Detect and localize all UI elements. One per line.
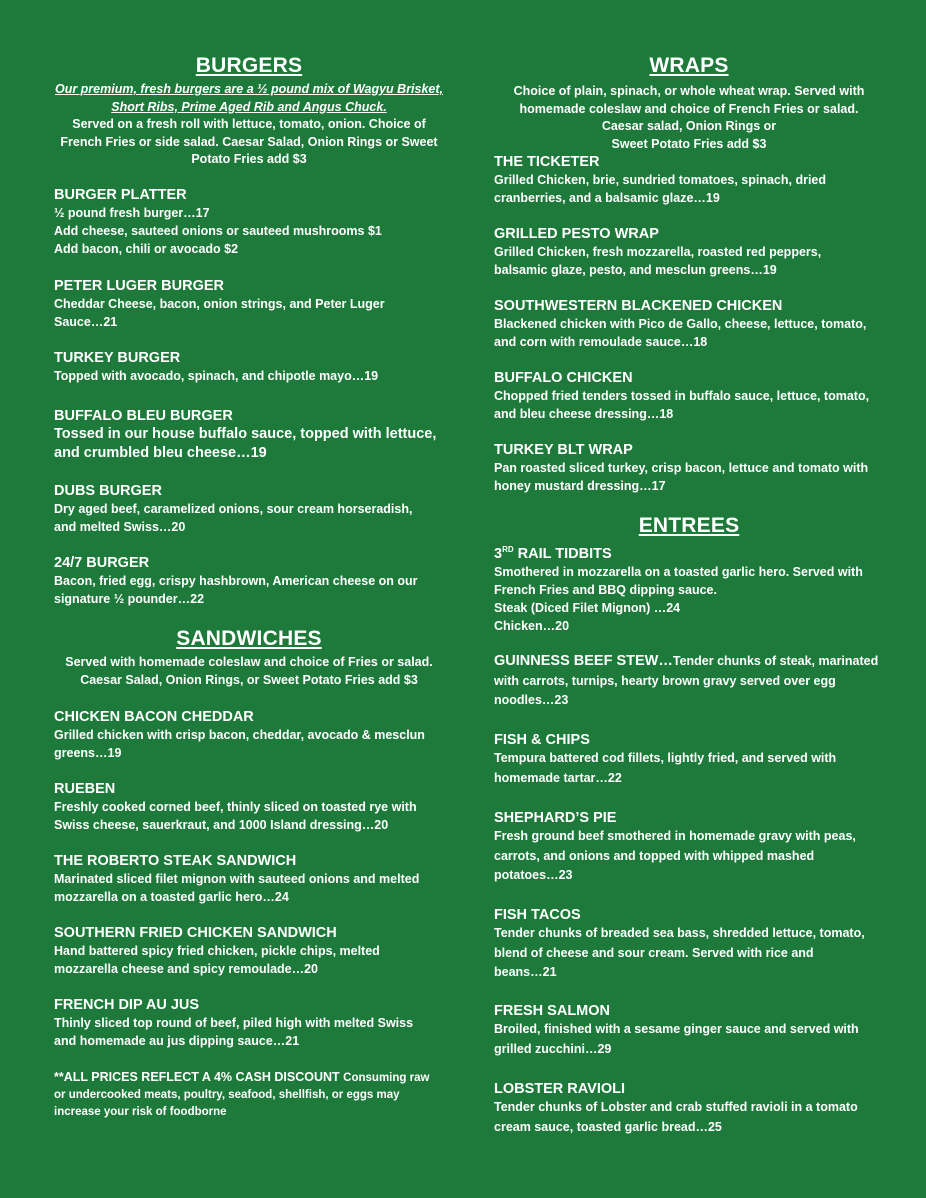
menu-item-buffalo-bleu-burger xyxy=(54,407,444,463)
menu-item-24-7-burger xyxy=(54,554,444,608)
item-desc-line: Grilled Chicken, fresh mozzarella, roasted red peppers, xyxy=(494,245,822,259)
item-desc-line: Pan roasted sliced turkey, crisp bacon, lettuce and tomato with xyxy=(494,461,869,475)
item-name: FISH & CHIPS xyxy=(494,732,590,748)
item-name xyxy=(494,541,884,563)
menu-item-peter-luger-burger xyxy=(54,277,444,331)
item-name-part: 3 xyxy=(494,545,503,562)
item-desc-line: and homemade au jus dipping sauce…21 xyxy=(54,1034,300,1048)
item-name: TURKEY BURGER xyxy=(54,350,181,366)
item-desc-line: Tender chunks of breaded sea bass, shredded lettuce, tomato, xyxy=(494,926,865,940)
item-desc-line: homemade tartar…22 xyxy=(494,770,622,785)
burgers-intro xyxy=(48,81,450,169)
disclaimer-line: increase your risk of foodborne xyxy=(54,1106,227,1118)
item-desc-line: cream sauce, toasted garlic bread…25 xyxy=(494,1119,722,1134)
item-desc-line: grilled zucchini…29 xyxy=(494,1041,612,1056)
menu-item-the-ticketer xyxy=(494,153,884,207)
burgers-heading: BURGERS xyxy=(195,54,303,77)
item-name: THE ROBERTO STEAK SANDWICH xyxy=(54,853,297,869)
item-desc-line: Marinated sliced filet mignon with sauteed onions and melted xyxy=(54,872,420,886)
item-name: FRENCH DIP AU JUS xyxy=(54,997,200,1013)
wraps-intro-line: Sweet Potato Fries add $3 xyxy=(611,136,767,151)
menu-item-fish-and-chips xyxy=(494,731,884,788)
item-desc-line: Grilled Chicken, brie, sundried tomatoes, spinach, dried xyxy=(494,173,827,187)
item-desc-line: Cheddar Cheese, bacon, onion strings, and Peter Luger xyxy=(54,297,385,311)
item-name: GRILLED PESTO WRAP xyxy=(494,226,659,242)
item-desc-line: cranberries, and a balsamic glaze…19 xyxy=(494,191,720,205)
sandwiches-intro xyxy=(48,654,450,689)
item-name: TURKEY BLT WRAP xyxy=(494,442,633,458)
wraps-intro-line: homemade coleslaw and choice of French Fries or salad. xyxy=(519,101,859,116)
item-name-superscript: RD xyxy=(502,545,514,554)
item-name: THE TICKETER xyxy=(494,154,600,170)
item-desc-line: greens…19 xyxy=(54,746,122,760)
item-desc-line: Bacon, fried egg, crispy hashbrown, American cheese on our xyxy=(54,574,418,588)
sandwiches-heading: SANDWICHES xyxy=(176,627,322,650)
item-desc-line: mozzarella cheese and spicy remoulade…20 xyxy=(54,962,319,976)
item-desc-line: blend of cheese and sour cream. Served with rice and xyxy=(494,945,814,960)
item-name: FISH TACOS xyxy=(494,907,581,923)
item-desc-line: Tempura battered cod fillets, lightly fried, and served with xyxy=(494,751,837,765)
item-desc-line: Smothered in mozzarella on a toasted garlic hero. Served with xyxy=(494,564,863,579)
sandwiches-intro-line: Served with homemade coleslaw and choice of Fries or salad. xyxy=(65,655,433,669)
item-desc-line xyxy=(494,652,884,672)
item-desc-line: Fresh ground beef smothered in homemade gravy with peas, xyxy=(494,829,856,843)
item-desc-line: Chopped fried tenders tossed in buffalo sauce, lettuce, tomato, xyxy=(494,389,870,403)
burgers-intro-line: Potato Fries add $3 xyxy=(191,152,307,166)
item-desc-line: Freshly cooked corned beef, thinly sliced on toasted rye with xyxy=(54,800,417,814)
menu-item-chicken-bacon-cheddar xyxy=(54,708,444,762)
burgers-intro-highlight: Our premium, fresh burgers are a ½ pound mix of Wagyu Brisket, Short Ribs, Prime Aged Rib and Angus Chuck. xyxy=(54,82,444,114)
item-desc-line: balsamic glaze, pesto, and mesclun greens…19 xyxy=(494,263,777,277)
item-desc-line: Dry aged beef, caramelized onions, sour cream horseradish, xyxy=(54,502,413,516)
menu-item-southern-fried-chicken-sandwich xyxy=(54,924,444,978)
item-desc-line: Sauce…21 xyxy=(54,315,118,329)
item-desc-line: and crumbled bleu cheese…19 xyxy=(54,445,267,461)
item-desc-line: Steak (Diced Filet Mignon) …24 xyxy=(494,600,681,615)
item-name: LOBSTER RAVIOLI xyxy=(494,1081,626,1097)
item-name: PETER LUGER BURGER xyxy=(54,278,224,294)
wraps-heading: WRAPS xyxy=(649,54,729,77)
menu-item-dubs-burger xyxy=(54,482,444,536)
item-name: BURGER PLATTER xyxy=(54,187,187,203)
item-name: BUFFALO CHICKEN xyxy=(494,370,633,386)
item-desc-inline: Tender chunks of steak, marinated xyxy=(672,654,879,668)
item-desc-line: Tender chunks of Lobster and crab stuffed ravioli in a tomato xyxy=(494,1100,858,1114)
item-desc-line: ½ pound fresh burger…17 xyxy=(54,206,210,220)
item-desc-line: beans…21 xyxy=(494,965,557,979)
item-desc-line: Swiss cheese, sauerkraut, and 1000 Island dressing…20 xyxy=(54,818,389,832)
item-desc-line: honey mustard dressing…17 xyxy=(494,479,666,493)
item-desc-line: and corn with remoulade sauce…18 xyxy=(494,335,708,349)
disclaimer-lead: **ALL PRICES REFLECT A 4% CASH DISCOUNT xyxy=(54,1070,340,1084)
item-desc-line: Add bacon, chili or avocado $2 xyxy=(54,242,239,256)
item-desc-line: Broiled, finished with a sesame ginger sauce and served with xyxy=(494,1022,859,1036)
item-desc-line: Add cheese, sauteed onions or sauteed mushrooms $1 xyxy=(54,224,382,238)
menu-item-lobster-ravioli xyxy=(494,1080,884,1137)
item-desc-line: signature ½ pounder…22 xyxy=(54,592,205,606)
price-disclaimer xyxy=(54,1068,444,1121)
item-desc-line: and bleu cheese dressing…18 xyxy=(494,407,674,421)
menu-item-turkey-burger xyxy=(54,349,444,385)
item-desc-line: Tossed in our house buffalo sauce, topped with lettuce, xyxy=(54,426,437,442)
burgers-intro-line: French Fries or side salad. Caesar Salad, Onion Rings or Sweet xyxy=(60,134,438,149)
item-name: DUBS BURGER xyxy=(54,483,162,499)
wraps-intro xyxy=(488,83,890,153)
menu-item-turkey-blt-wrap xyxy=(494,441,884,495)
item-desc-line: carrots, and onions and topped with whipped mashed xyxy=(494,848,815,863)
item-desc-line: Blackened chicken with Pico de Gallo, cheese, lettuce, tomato, xyxy=(494,317,867,331)
wraps-intro-line: Caesar salad, Onion Rings or xyxy=(601,119,777,133)
item-desc-line: and melted Swiss…20 xyxy=(54,520,186,534)
item-desc-line: mozzarella on a toasted garlic hero…24 xyxy=(54,890,289,904)
item-desc-line: Grilled chicken with crisp bacon, cheddar, avocado & mesclun xyxy=(54,728,425,742)
item-name: CHICKEN BACON CHEDDAR xyxy=(54,709,254,725)
menu-item-3rd-rail-tidbits xyxy=(494,541,884,635)
item-name: GUINNESS BEEF STEW… xyxy=(494,653,673,669)
menu-item-guinness-beef-stew xyxy=(494,652,884,711)
item-desc-line: Topped with avocado, spinach, and chipotle mayo…19 xyxy=(54,369,379,383)
item-name: SHEPHARD’S PIE xyxy=(494,810,617,826)
item-name-part: RAIL TIDBITS xyxy=(513,545,612,562)
item-name: FRESH SALMON xyxy=(494,1003,610,1019)
item-name: SOUTHERN FRIED CHICKEN SANDWICH xyxy=(54,925,337,941)
item-name: 24/7 BURGER xyxy=(54,555,150,571)
menu-item-fresh-salmon xyxy=(494,1002,884,1059)
item-desc-line: noodles…23 xyxy=(494,693,569,707)
sandwiches-intro-line: Caesar Salad, Onion Rings, or Sweet Potato Fries add $3 xyxy=(80,672,418,687)
item-name: SOUTHWESTERN BLACKENED CHICKEN xyxy=(494,298,783,314)
burgers-intro-line: Served on a fresh roll with lettuce, tomato, onion. Choice of xyxy=(72,117,426,131)
item-desc-line: potatoes…23 xyxy=(494,868,573,882)
menu-item-southwestern-blackened-chicken xyxy=(494,297,884,351)
item-desc-line: with carrots, turnips, hearty brown gravy served over egg xyxy=(494,673,836,688)
disclaimer-text: Consuming raw xyxy=(343,1072,430,1084)
menu-item-grilled-pesto-wrap xyxy=(494,225,884,279)
menu-item-french-dip-au-jus xyxy=(54,996,444,1050)
item-name: BUFFALO BLEU BURGER xyxy=(54,408,233,424)
item-desc-line: Chicken…20 xyxy=(494,618,570,633)
menu-item-fish-tacos xyxy=(494,906,884,983)
menu-item-roberto-steak-sandwich xyxy=(54,852,444,906)
item-desc-line: Hand battered spicy fried chicken, pickle chips, melted xyxy=(54,944,380,958)
entrees-heading: ENTREES xyxy=(638,514,740,537)
menu-item-burger-platter xyxy=(54,186,444,258)
menu-item-buffalo-chicken xyxy=(494,369,884,423)
disclaimer-line xyxy=(54,1068,444,1087)
menu-item-rueben xyxy=(54,780,444,834)
item-desc-line: Thinly sliced top round of beef, piled high with melted Swiss xyxy=(54,1016,414,1030)
item-name: RUEBEN xyxy=(54,781,116,797)
disclaimer-line: or undercooked meats, poultry, seafood, shellfish, or eggs may xyxy=(54,1089,400,1101)
item-desc-line: French Fries and BBQ dipping sauce. xyxy=(494,582,717,597)
menu-item-shephards-pie xyxy=(494,809,884,886)
wraps-intro-line: Choice of plain, spinach, or whole wheat wrap. Served with xyxy=(513,84,865,98)
